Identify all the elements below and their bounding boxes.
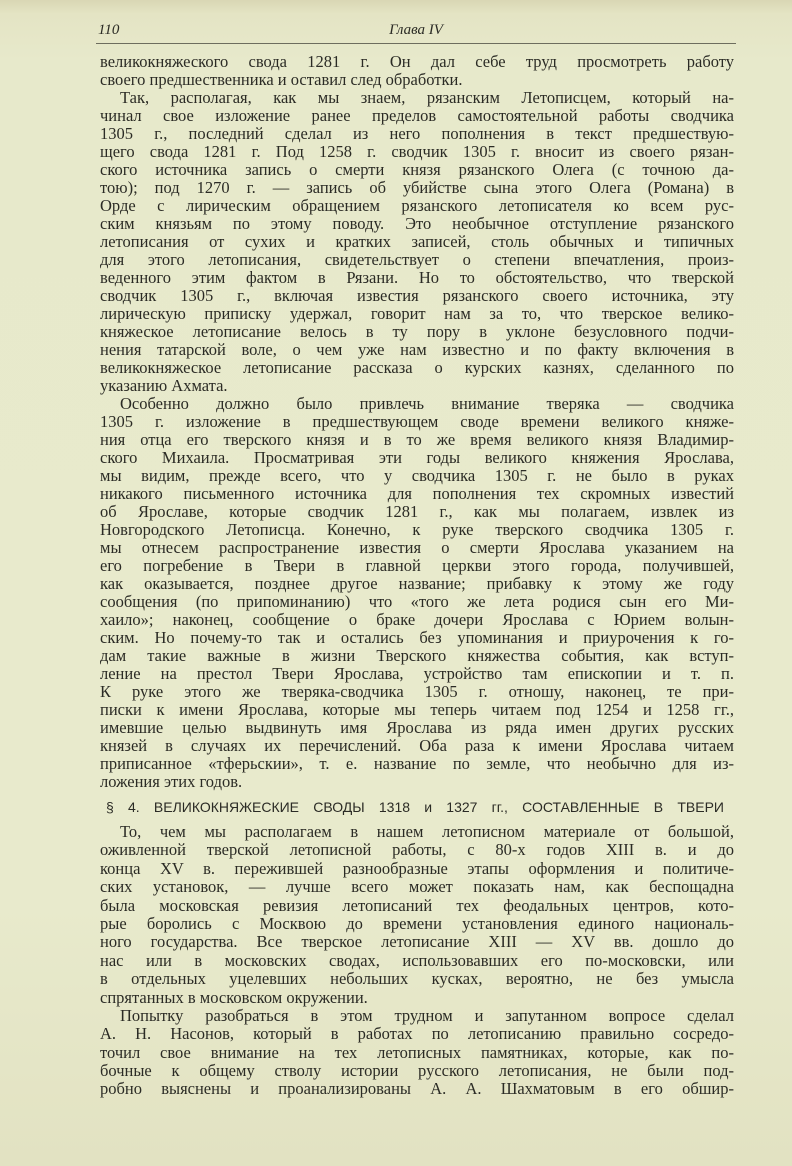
body-text-part-2 xyxy=(100,823,734,1099)
text-line: ских установок, — лучше всего может показать нам, как беспощадна xyxy=(100,877,734,897)
text-line: князей в случаях их перечислений. Оба раза к имени Ярослава читаем xyxy=(100,736,734,755)
text-line: дам такие важные в жизни Тверского княжества события, как вступ- xyxy=(100,646,734,665)
text-line: 1305 г. изложение в предшествующем своде времени великого княже- xyxy=(100,412,734,431)
text-line: Особенно должно было привлечь внимание тверяка — сводчика xyxy=(120,394,734,413)
text-line: точил свое внимание на тех летописных памятниках, которые, как по- xyxy=(100,1042,734,1062)
text-line: сообщения (по припоминанию) что «того же лета родися сын его Ми- xyxy=(100,592,734,611)
text-line: лирическую приписку удержал, говорит нам за то, что тверское велико- xyxy=(100,304,734,323)
text-line: имевшие целью выдвинуть имя Ярослава из ряда имен других русских xyxy=(100,718,734,737)
text-line: веденного этим фактом в Рязани. Но то обстоятельство, что тверской xyxy=(100,268,734,287)
text-line: ского Михаила. Просматривая эти годы великого княжения Ярослава, xyxy=(100,448,734,467)
text-line: бочные к общему стволу истории русского летописания, не были под- xyxy=(100,1061,734,1081)
text-line: приписанное «тферьскии», т. е. название по земле, что необычно для из- xyxy=(100,754,734,773)
text-line: его погребение в Твери в главной церкви этого города, получившей, xyxy=(100,556,734,575)
text-line: княжеское летописание велось в ту пору в уклоне безусловного подчи- xyxy=(100,322,734,341)
text-line: мы видим, прежде всего, что у сводчика 1305 г. не было в руках xyxy=(100,466,734,485)
text-line: ским. Но почему-то так и остались без упоминания и приурочения к го- xyxy=(100,628,734,647)
text-line: нас или в московских сводах, использовавших его по-московски, или xyxy=(100,950,734,970)
text-line: ного государства. Все тверское летописание XIII — XV вв. дошло до xyxy=(100,932,734,952)
text-line: Так, располагая, как мы знаем, рязанским Летописцем, который на- xyxy=(120,88,734,107)
text-line: как оказывается, позднее другое название; прибавку к этому же году xyxy=(100,574,734,593)
page-header xyxy=(98,22,734,42)
text-line: об Ярославе, которые сводчик 1281 г., как мы полагаем, извлек из xyxy=(100,502,734,521)
text-line: мы отнесем распространение известия о смерти Ярослава указанием на xyxy=(100,538,734,557)
text-line: ния отца его тверского князя и в то же время великого князя Владимир- xyxy=(100,430,734,449)
text-line: конца XV в. пережившей разнообразные этапы оформления и политиче- xyxy=(100,858,734,878)
text-line: чинал свое изложение ранее пределов самостоятельной работы сводчика xyxy=(100,106,734,125)
text-line: 1305 г., последний сделал из него пополнения в текст предшествую- xyxy=(100,124,734,143)
text-line: К руке этого же тверяка-сводчика 1305 г. отношу, наконец, те при- xyxy=(100,682,734,701)
text-line: летописания от сухих и кратких записей, столь обычных и типичных xyxy=(100,232,734,251)
text-line: рые боролись с Москвою до времени установления единого националь- xyxy=(100,913,734,933)
section-heading: § 4. ВЕЛИКОКНЯЖЕСКИЕ СВОДЫ 1318 и 1327 гг., СОСТАВЛЕННЫЕ В ТВЕРИ xyxy=(106,799,724,815)
text-line: ложения этих годов. xyxy=(100,772,243,791)
text-line: была московская ревизия летописаний тех феодальных центров, кото- xyxy=(100,895,734,915)
text-line: ского источника запись о смерти князя рязанского Олега (с точною да- xyxy=(100,160,734,179)
text-line: тою); под 1270 г. — запись об убийстве сына этого Олега (Романа) в xyxy=(100,178,734,197)
text-line: Орде с лирическим обращением рязанского летописателя ко всем рус- xyxy=(100,196,734,215)
page-number: 110 xyxy=(98,22,120,38)
running-title: Глава IV xyxy=(389,22,443,38)
text-line: Новгородского Летописца. Конечно, к руке тверского сводчика 1305 г. xyxy=(100,520,734,539)
text-line: никакого письменного источника для пополнения тех скромных известий xyxy=(100,484,734,503)
text-line: сводчик 1305 г., включая известия рязанского своего источника, эту xyxy=(100,286,734,305)
text-line: для этого летописания, свидетельствует о степени впечатления, произ- xyxy=(100,250,734,269)
text-line: писки к имени Ярослава, которые мы теперь читаем под 1254 и 1258 гг., xyxy=(100,700,734,719)
text-line: своего предшественника и оставил след обработки. xyxy=(100,70,463,89)
body-text-part-1 xyxy=(100,53,734,791)
text-line: ление на престол Твери Ярослава, устройство там епископии и т. п. xyxy=(100,664,734,683)
text-line: спрятанных в московском окружении. xyxy=(100,987,368,1007)
text-line: великокняжеское летописание рассказа о курских казнях, сделанного по xyxy=(100,358,734,377)
text-line: Попытку разобраться в этом трудном и запутанном вопросе сделал xyxy=(120,1005,734,1025)
text-line: великокняжеского свода 1281 г. Он дал себе труд просмотреть работу xyxy=(100,52,734,71)
header-rule xyxy=(96,43,736,44)
text-line: указанию Ахмата. xyxy=(100,376,228,395)
text-line: ским князьям по этому поводу. Это необычное отступление рязанского xyxy=(100,214,734,233)
text-line: нения татарской воле, о чем уже нам известно и по факту включения в xyxy=(100,340,734,359)
text-line: робно выяснены и проанализированы А. А. Шахматовым в его обшир- xyxy=(100,1079,734,1099)
text-line: в отдельных уцелевших небольших кусках, вероятно, не без умысла xyxy=(100,969,734,989)
text-line: То, чем мы располагаем в нашем летописном материале от большой, xyxy=(120,822,734,841)
text-line: щего свода 1281 г. Под 1258 г. сводчик 1305 г. вносит из своего рязан- xyxy=(100,142,734,161)
text-line: хаило»; наконец, сообщение о браке дочери Ярослава с Юрием волын- xyxy=(100,610,734,629)
text-line: А. Н. Насонов, который в работах по летописанию правильно сосредо- xyxy=(100,1024,734,1044)
text-line: оживленной тверской летописной работы, с 80-х годов XIII в. и до xyxy=(100,840,734,860)
